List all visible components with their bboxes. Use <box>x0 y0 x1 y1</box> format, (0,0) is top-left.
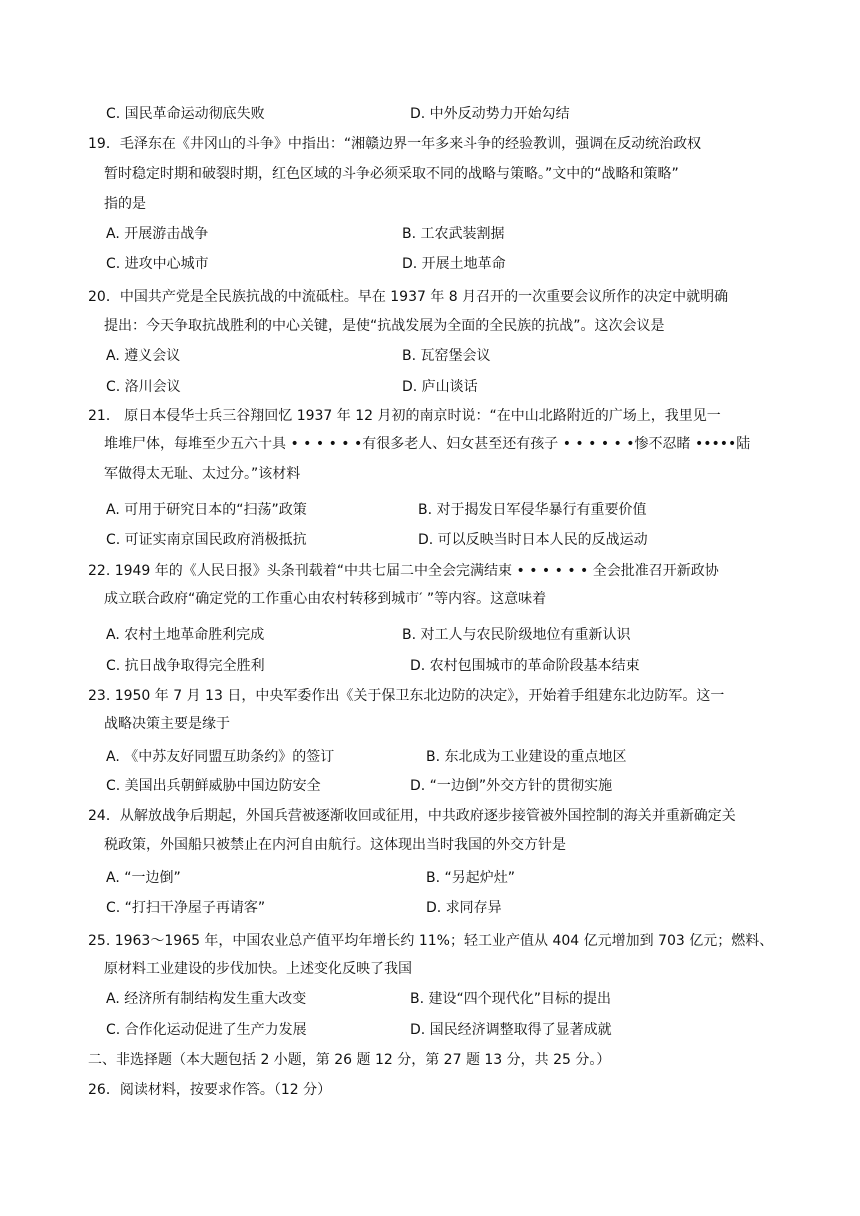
section-2-heading: 二、非选择题（本大题包括 2 小题，第 26 题 12 分，第 27 题 13 分，共 25 分。） <box>88 1052 611 1068</box>
q24-option-d: D. 求同存异 <box>426 900 502 916</box>
q22-option-a: A. 农村土地革命胜利完成 <box>106 627 265 643</box>
q24-stem-line2: 税政策，外国船只被禁止在内河自由航行。这体现出当时我国的外交方针是 <box>104 837 566 853</box>
q25-stem-line1: 25. 1963～1965 年，中国农业总产值平均年增长约 11%；轻工业产值从 404 亿元增加到 703 亿元；燃料、 <box>88 933 774 949</box>
q19-stem-line3: 指的是 <box>104 196 146 212</box>
q25-stem-line2: 原材料工业建设的步伐加快。上述变化反映了我国 <box>104 961 412 977</box>
q25-option-b: B. 建设“四个现代化”目标的提出 <box>410 991 612 1007</box>
q19-stem-line2: 暂时稳定时期和破裂时期，红色区域的斗争必须采取不同的战略与策略。”文中的“战略和策略” <box>104 166 679 182</box>
q20-option-d: D. 庐山谈话 <box>402 379 478 395</box>
q22-option-d: D. 农村包围城市的革命阶段基本结束 <box>410 658 640 674</box>
q25-option-a: A. 经济所有制结构发生重大改变 <box>106 991 307 1007</box>
q21-stem-line3: 军做得太无耻、太过分。”该材料 <box>104 466 301 482</box>
q21-option-c: C. 可证实南京国民政府消极抵抗 <box>106 532 307 548</box>
q22-stem-line2: 成立联合政府“确定党的工作重心由农村转移到城市′ ”等内容。这意味着 <box>104 591 547 607</box>
q21-stem-line1: 21． 原日本侵华士兵三谷翔回忆 1937 年 12 月初的南京时说：“在中山北路附近的广场上，我里见一 <box>88 408 721 424</box>
q19-option-a: A. 开展游击战争 <box>106 226 209 242</box>
q20-stem-line1: 20．中国共产党是全民族抗战的中流砥柱。早在 1937 年 8 月召开的一次重要会议所作的决定中就明确 <box>88 289 729 305</box>
q25-option-d: D. 国民经济调整取得了显著成就 <box>410 1022 612 1038</box>
q21-option-d: D. 可以反映当时日本人民的反战运动 <box>418 532 648 548</box>
q23-stem-line2: 战略决策主要是缘于 <box>104 716 230 732</box>
q20-option-b: B. 瓦窑堡会议 <box>402 348 491 364</box>
q18-option-d: D. 中外反动势力开始勾结 <box>410 106 570 122</box>
q25-option-c: C. 合作化运动促进了生产力发展 <box>106 1022 307 1038</box>
q19-option-d: D. 开展土地革命 <box>402 256 506 272</box>
q19-option-b: B. 工农武装割据 <box>402 226 505 242</box>
q24-option-c: C. “打扫干净屋子再请客” <box>106 900 266 916</box>
q24-option-a: A. “一边倒” <box>106 870 181 886</box>
q19-option-c: C. 进攻中心城市 <box>106 256 209 272</box>
q21-option-a: A. 可用于研究日本的“扫荡”政策 <box>106 502 307 518</box>
q23-option-c: C. 美国出兵朝鲜威胁中国边防安全 <box>106 778 321 794</box>
q20-option-a: A. 遵义会议 <box>106 348 181 364</box>
q22-option-b: B. 对工人与农民阶级地位有重新认识 <box>402 627 631 643</box>
q22-stem-line1: 22. 1949 年的《人民日报》头条刊载着“中共七届二中全会完满结束 • • • • • • 全会批准召开新政协 <box>88 563 719 579</box>
q23-option-d: D. “一边倒”外交方针的贯彻实施 <box>410 778 613 794</box>
q20-option-c: C. 洛川会议 <box>106 379 181 395</box>
q24-stem-line1: 24．从解放战争后期起，外国兵营被逐渐收回或征用，中共政府逐步接管被外国控制的海关并重新确定关 <box>88 808 736 824</box>
q23-option-a: A. 《中苏友好同盟互助条约》的签订 <box>106 749 335 765</box>
q21-stem-line2: 堆堆尸体，每堆至少五六十具 • • • • • •有很多老人、妇女甚至还有孩子 • • • • • •惨不忍睹 •••••陆 <box>104 436 751 452</box>
q26-stem-line1: 26．阅读材料，按要求作答。（12 分） <box>88 1082 332 1098</box>
q23-stem-line1: 23. 1950 年 7 月 13 日，中央军委作出《关于保卫东北边防的决定》，开始着手组建东北边防军。这一 <box>88 688 725 704</box>
q19-stem-line1: 19．毛泽东在《井冈山的斗争》中指出：“湘赣边界一年多来斗争的经验教训，强调在反动统治政权 <box>88 136 702 152</box>
q24-option-b: B. “另起炉灶” <box>426 870 516 886</box>
q23-option-b: B. 东北成为工业建设的重点地区 <box>426 749 627 765</box>
q20-stem-line2: 提出：今天争取抗战胜利的中心关键，是使“抗战发展为全面的全民族的抗战”。这次会议是 <box>104 318 665 334</box>
q18-option-c: C. 国民革命运动彻底失败 <box>106 106 265 122</box>
q22-option-c: C. 抗日战争取得完全胜利 <box>106 658 265 674</box>
q21-option-b: B. 对于揭发日军侵华暴行有重要价值 <box>418 502 647 518</box>
